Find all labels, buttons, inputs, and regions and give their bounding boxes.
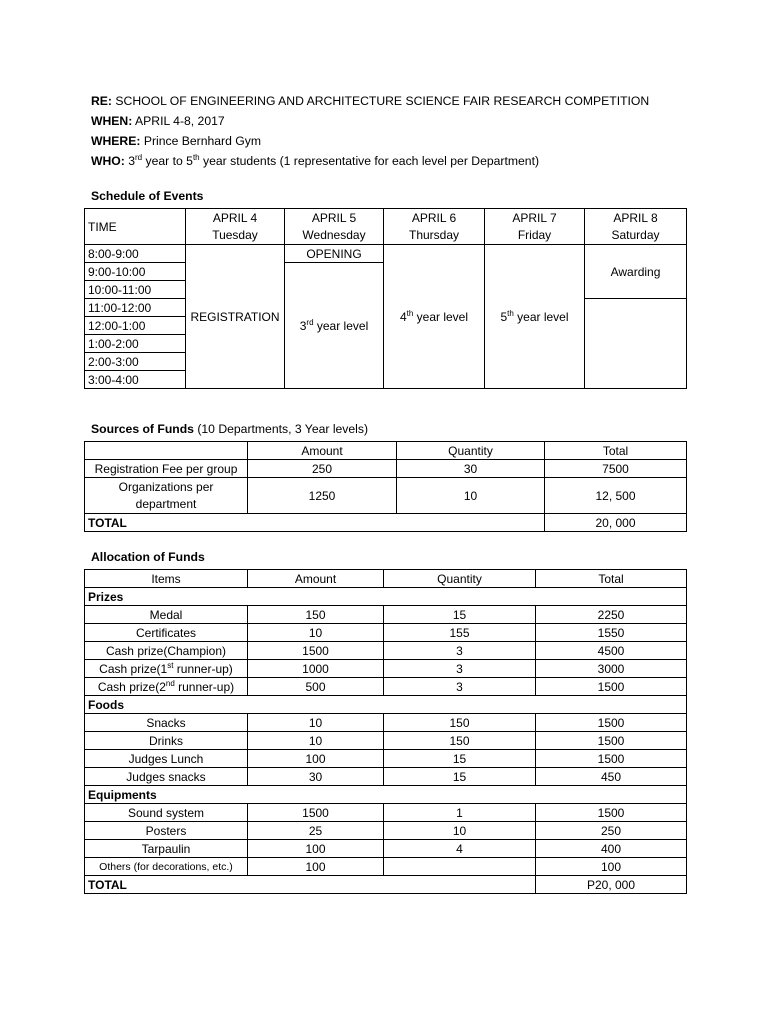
- when-value: APRIL 4-8, 2017: [132, 114, 225, 128]
- item-cell: Drinks: [85, 732, 248, 750]
- quantity-cell: 30: [397, 460, 545, 478]
- awarding-cell: Awarding: [585, 245, 687, 299]
- quantity-cell: 3: [384, 642, 536, 660]
- year5-cell: 5th year level: [485, 245, 585, 389]
- column-header: Amount: [248, 442, 397, 460]
- amount-cell: 10: [248, 714, 384, 732]
- empty-cell: [585, 299, 687, 389]
- item-cell: Cash prize(1st runner-up): [85, 660, 248, 678]
- quantity-cell: 15: [384, 606, 536, 624]
- day-date: APRIL 6: [384, 209, 485, 227]
- time-slot: 2:00-3:00: [85, 353, 186, 371]
- time-slot: 12:00-1:00: [85, 317, 186, 335]
- where-line: [91, 134, 261, 148]
- amount-cell: 30: [248, 768, 384, 786]
- amount-cell: 10: [248, 732, 384, 750]
- row-label: Registration Fee per group: [85, 460, 248, 478]
- item-cell: Sound system: [85, 804, 248, 822]
- total-cell: 1500: [536, 678, 687, 696]
- row-label: Organizations per department: [85, 478, 248, 514]
- item-cell: Posters: [85, 822, 248, 840]
- category-foods: Foods: [85, 696, 687, 714]
- when-line: [91, 114, 225, 128]
- quantity-cell: 10: [384, 822, 536, 840]
- re-value: SCHOOL OF ENGINEERING AND ARCHITECTURE SCIENCE FAIR RESEARCH COMPETITION: [112, 94, 650, 108]
- quantity-cell: 15: [384, 768, 536, 786]
- time-slot: 10:00-11:00: [85, 281, 186, 299]
- total-value: 20, 000: [545, 514, 687, 532]
- amount-cell: 1500: [248, 804, 384, 822]
- total-value: P20, 000: [536, 876, 687, 894]
- total-label: TOTAL: [85, 876, 536, 894]
- time-header: TIME: [85, 209, 186, 245]
- column-header: Quantity: [397, 442, 545, 460]
- re-line: [91, 94, 649, 108]
- total-cell: 7500: [545, 460, 687, 478]
- amount-cell: 1000: [248, 660, 384, 678]
- quantity-cell: 4: [384, 840, 536, 858]
- total-cell: 250: [536, 822, 687, 840]
- column-header: Quantity: [384, 570, 536, 588]
- column-header: Total: [536, 570, 687, 588]
- time-slot: 11:00-12:00: [85, 299, 186, 317]
- where-value: Prince Bernhard Gym: [140, 134, 262, 148]
- total-label: TOTAL: [85, 514, 545, 532]
- quantity-cell: 3: [384, 678, 536, 696]
- re-label: RE:: [91, 94, 112, 108]
- item-cell: Others (for decorations, etc.): [85, 858, 248, 876]
- total-cell: 1500: [536, 732, 687, 750]
- day-weekday: Thursday: [384, 227, 485, 245]
- opening-cell: OPENING: [285, 245, 384, 263]
- who-line: WHO: 3rd year to 5th year students (1 representative for each level per Department): [91, 152, 540, 168]
- who-label: WHO:: [91, 154, 125, 168]
- when-label: WHEN:: [91, 114, 133, 128]
- total-cell: 1550: [536, 624, 687, 642]
- day-date: APRIL 7: [485, 209, 585, 227]
- total-cell: 2250: [536, 606, 687, 624]
- time-slot: 3:00-4:00: [85, 371, 186, 389]
- quantity-cell: [384, 858, 536, 876]
- quantity-cell: 150: [384, 732, 536, 750]
- amount-cell: 250: [248, 460, 397, 478]
- column-header: Items: [85, 570, 248, 588]
- amount-cell: 500: [248, 678, 384, 696]
- amount-cell: 150: [248, 606, 384, 624]
- sources-title: Sources of Funds (10 Departments, 3 Year levels): [91, 422, 369, 436]
- quantity-cell: 3: [384, 660, 536, 678]
- item-cell: Cash prize(2nd runner-up): [85, 678, 248, 696]
- schedule-table: [84, 208, 687, 389]
- day-date: APRIL 4: [186, 209, 285, 227]
- quantity-cell: 150: [384, 714, 536, 732]
- item-cell: Judges snacks: [85, 768, 248, 786]
- quantity-cell: 155: [384, 624, 536, 642]
- category-prizes: Prizes: [85, 588, 687, 606]
- where-label: WHERE:: [91, 134, 141, 148]
- total-cell: 400: [536, 840, 687, 858]
- total-cell: 450: [536, 768, 687, 786]
- time-slot: 1:00-2:00: [85, 335, 186, 353]
- amount-cell: 1250: [248, 478, 397, 514]
- item-cell: Medal: [85, 606, 248, 624]
- item-cell: Certificates: [85, 624, 248, 642]
- schedule-title: Schedule of Events: [91, 189, 204, 203]
- day-weekday: Saturday: [585, 227, 687, 245]
- day-weekday: Tuesday: [186, 227, 285, 245]
- amount-cell: 10: [248, 624, 384, 642]
- item-cell: Judges Lunch: [85, 750, 248, 768]
- category-equipments: Equipments: [85, 786, 687, 804]
- amount-cell: 100: [248, 858, 384, 876]
- year4-cell: 4th year level: [384, 245, 485, 389]
- total-cell: 1500: [536, 714, 687, 732]
- year3-cell: 3rd year level: [285, 263, 384, 389]
- amount-cell: 100: [248, 840, 384, 858]
- total-cell: 3000: [536, 660, 687, 678]
- total-cell: 1500: [536, 750, 687, 768]
- item-cell: Tarpaulin: [85, 840, 248, 858]
- total-cell: 100: [536, 858, 687, 876]
- day-weekday: Wednesday: [285, 227, 384, 245]
- amount-cell: 25: [248, 822, 384, 840]
- registration-cell: REGISTRATION: [186, 245, 285, 389]
- quantity-cell: 1: [384, 804, 536, 822]
- total-cell: 1500: [536, 804, 687, 822]
- day-date: APRIL 8: [585, 209, 687, 227]
- empty-cell: [85, 442, 248, 460]
- amount-cell: 1500: [248, 642, 384, 660]
- sources-table: [84, 441, 687, 532]
- item-cell: Snacks: [85, 714, 248, 732]
- column-header: Amount: [248, 570, 384, 588]
- total-cell: 4500: [536, 642, 687, 660]
- quantity-cell: 15: [384, 750, 536, 768]
- time-slot: 9:00-10:00: [85, 263, 186, 281]
- total-cell: 12, 500: [545, 478, 687, 514]
- column-header: Total: [545, 442, 687, 460]
- item-cell: Cash prize(Champion): [85, 642, 248, 660]
- allocation-table: [84, 569, 687, 894]
- day-weekday: Friday: [485, 227, 585, 245]
- allocation-title: Allocation of Funds: [91, 550, 205, 564]
- day-date: APRIL 5: [285, 209, 384, 227]
- time-slot: 8:00-9:00: [85, 245, 186, 263]
- quantity-cell: 10: [397, 478, 545, 514]
- amount-cell: 100: [248, 750, 384, 768]
